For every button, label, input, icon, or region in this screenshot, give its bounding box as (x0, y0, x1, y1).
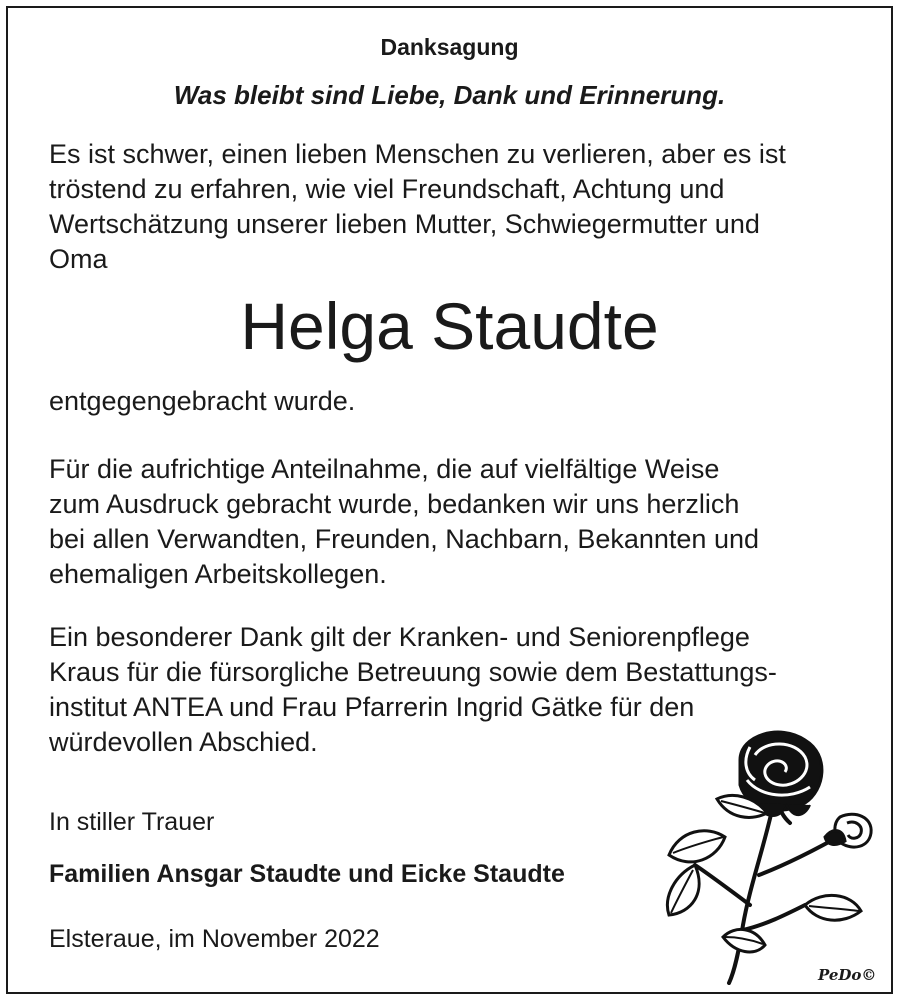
special-line: würdevollen Abschied. (49, 727, 318, 757)
special-line: institut ANTEA und Frau Pfarrerin Ingrid Gätke für den (49, 692, 695, 722)
mourning-line: In stiller Trauer (49, 808, 215, 836)
thanks-line: Für die aufrichtige Anteilnahme, die auf vielfältige Weise (49, 454, 720, 484)
place-date: Elsteraue, im November 2022 (49, 925, 380, 953)
intro-end: entgegengebracht wurde. (49, 386, 356, 416)
copyright-mark: PeDo© (818, 966, 877, 984)
intro-line: Oma (49, 244, 108, 274)
rose-icon (655, 725, 890, 985)
intro-paragraph (49, 137, 786, 277)
special-line: Ein besonderer Dank gilt der Kranken- und Seniorenpflege (49, 622, 750, 652)
special-line: Kraus für die fürsorgliche Betreuung sowie dem Bestattungs- (49, 657, 777, 687)
thanks-line: zum Ausdruck gebracht wurde, bedanken wir uns herzlich (49, 489, 740, 519)
intro-line: Es ist schwer, einen lieben Menschen zu verlieren, aber es ist (49, 139, 786, 169)
thanks-line: ehemaligen Arbeitskollegen. (49, 559, 387, 589)
intro-line: tröstend zu erfahren, wie viel Freundschaft, Achtung und (49, 174, 725, 204)
intro-line: Wertschätzung unserer lieben Mutter, Schwiegermutter und (49, 209, 760, 239)
deceased-name: Helga Staudte (240, 289, 659, 363)
thanks-line: bei allen Verwandten, Freunden, Nachbarn, Bekannten und (49, 524, 760, 554)
signature: Familien Ansgar Staudte und Eicke Staudte (49, 860, 565, 888)
notice-heading: Danksagung (380, 34, 519, 60)
motto: Was bleibt sind Liebe, Dank und Erinnerung. (173, 80, 726, 110)
thanks-paragraph (49, 452, 759, 592)
